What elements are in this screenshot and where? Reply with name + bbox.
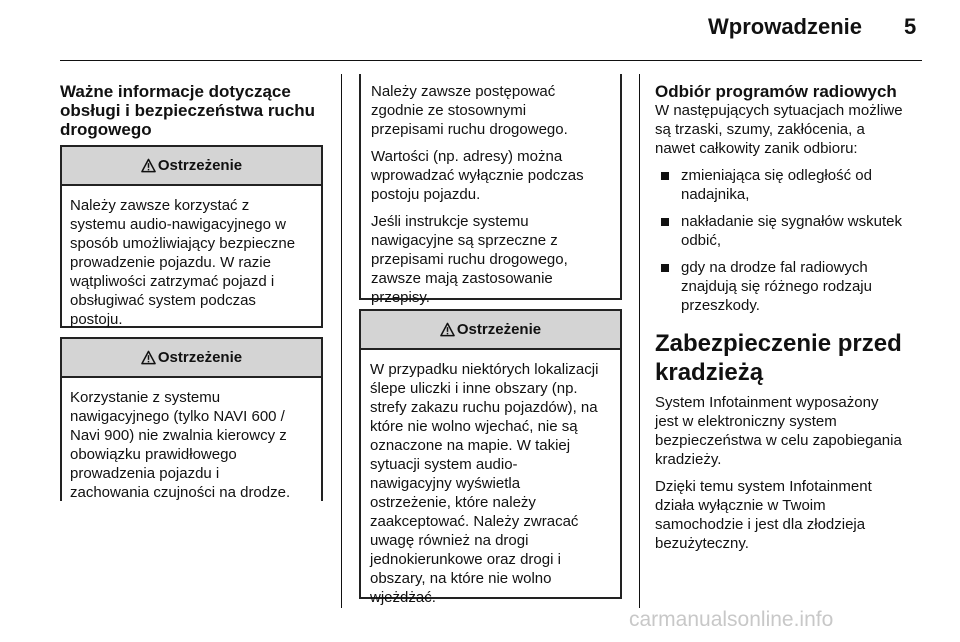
page-header-title: Wprowadzenie [708,14,863,39]
heading-line: drogowego [60,120,152,139]
text-line: kradzieży. [655,451,722,468]
warning-box-3 [359,309,622,606]
warning-line: strefy zakazu ruchu pojazdów), na [370,399,598,416]
text-line: znajdują się różnego rodzaju [681,278,872,295]
heading-line: obsługi i bezpieczeństwa ruchu [60,101,316,120]
warning-line: uwagę również na drogi [370,532,529,549]
bullet-list [655,166,940,315]
warning-line: ostrzeżenie, które należy [370,494,536,511]
paragraph [371,82,620,139]
list-item [655,212,940,250]
warning-line: ślepe uliczki i inne obszary (np. [370,380,578,397]
text-line: przeszkody. [681,297,760,314]
square-bullet-icon [661,172,669,180]
warning-header [62,339,321,378]
warning-header [62,147,321,186]
paragraph [655,477,940,553]
text-line: nawet całkowity zanik odbioru: [655,140,858,157]
warning-line: nawigacyjnego (tylko NAVI 600 / [70,408,285,425]
warning-line: jednokierunkowe oraz drogi i [370,551,561,568]
text-line: samochodzie i jest dla złodzieja [655,516,866,533]
warning-line: wjeżdżać. [370,589,436,606]
text-line: W następujących sytuacjach możliwe [655,102,903,119]
warning-line: które nie wolno wjechać, nie są [370,418,578,435]
section-heading-radio: Odbiór programów radiowych [655,82,897,101]
text-line: System Infotainment wyposażony [655,394,879,411]
right-column [655,82,940,561]
warning-triangle-icon [141,158,156,173]
text-line: przepisami ruchu drogowego, [371,251,568,268]
text-line: Dzięki temu system Infotainment [655,478,872,495]
watermark-text: carmanualsonline.info [629,608,834,631]
text-line: nakładanie się sygnałów wskutek [681,213,902,230]
text-line: nawigacyjne są sprzeczne z [371,232,558,249]
text-line: zawsze mają zastosowanie [371,270,553,287]
warning-box-1 [60,145,323,328]
list-item [655,258,940,315]
paragraph [655,101,940,158]
warning-line: Należy zawsze korzystać z [70,197,250,214]
warning-line: postoju. [70,311,123,328]
middle-column-box [359,74,622,306]
text-line: jest w elektroniczny system [655,413,837,430]
text-line: bezpieczeństwa w celu zapobiegania [655,432,902,449]
warning-body [62,378,321,502]
text-line: nadajnika, [681,186,750,203]
text-line: przepisy. [371,289,430,306]
warning-box-2 [60,337,323,501]
warning-triangle-icon [440,322,455,337]
warning-line: wątpliwości zatrzymać pojazd i [70,273,275,290]
text-line: Jeśli instrukcje systemu [371,213,529,230]
text-line: gdy na drodze fal radiowych [681,259,868,276]
text-line: działa wyłącznie w Twoim [655,497,826,514]
text-line: zmieniająca się odległość od [681,167,872,184]
warning-line: prowadzenie pojazdu. W razie [70,254,271,271]
warning-body [361,350,620,607]
text-line: przepisami ruchu drogowego. [371,121,568,138]
text-line: wprowadzać wyłącznie podczas [371,167,584,184]
column-divider-left [341,74,342,608]
paragraph [371,147,620,204]
text-line: postoju pojazdu. [371,186,481,203]
warning-title: Ostrzeżenie [157,157,243,174]
column-divider-right [639,74,640,608]
warning-line: sytuacji system audio- [370,456,518,473]
text-line: Należy zawsze postępować [371,83,556,100]
warning-body [62,186,321,329]
text-line: są trzaski, szumy, zakłócenia, a [655,121,865,138]
warning-line: zaakceptować. Należy zwracać [370,513,579,530]
square-bullet-icon [661,264,669,272]
section-heading-antitheft [655,329,940,387]
warning-line: zachowania czujności na drodze. [70,484,291,501]
warning-line: obszary, na które nie wolno [370,570,552,587]
warning-header [361,311,620,350]
warning-line: obsługiwać system podczas [70,292,256,309]
warning-line: nawigacyjny wyświetla [370,475,521,492]
warning-line: obowiązku prawidłowego [70,446,237,463]
paragraph [371,212,620,307]
warning-line: sposób umożliwiający bezpieczne [70,235,296,252]
warning-title: Ostrzeżenie [157,349,243,366]
header-divider [60,60,922,61]
text-line: bezużyteczny. [655,535,749,552]
warning-line: Korzystanie z systemu [70,389,221,406]
warning-title: Ostrzeżenie [456,321,542,338]
warning-line: systemu audio-nawigacyjnego w [70,216,286,233]
warning-line: W przypadku niektórych lokalizacji [370,361,599,378]
warning-line: Navi 900) nie zwalnia kierowcy z [70,427,287,444]
warning-triangle-icon [141,350,156,365]
heading-line: Zabezpieczenie przed [655,330,902,357]
square-bullet-icon [661,218,669,226]
paragraph [655,393,940,469]
text-line: Wartości (np. adresy) można [371,148,563,165]
list-item [655,166,940,204]
text-line: odbić, [681,232,722,249]
warning-line: oznaczone na mapie. W takiej [370,437,571,454]
warning-line: prowadzenia pojazdu i [70,465,220,482]
text-line: zgodnie ze stosownymi [371,102,527,119]
left-column [60,82,322,139]
section-heading-safety [60,82,322,139]
page-number: 5 [904,14,917,39]
heading-line: kradzieżą [655,359,764,386]
heading-line: Ważne informacje dotyczące [60,82,291,101]
